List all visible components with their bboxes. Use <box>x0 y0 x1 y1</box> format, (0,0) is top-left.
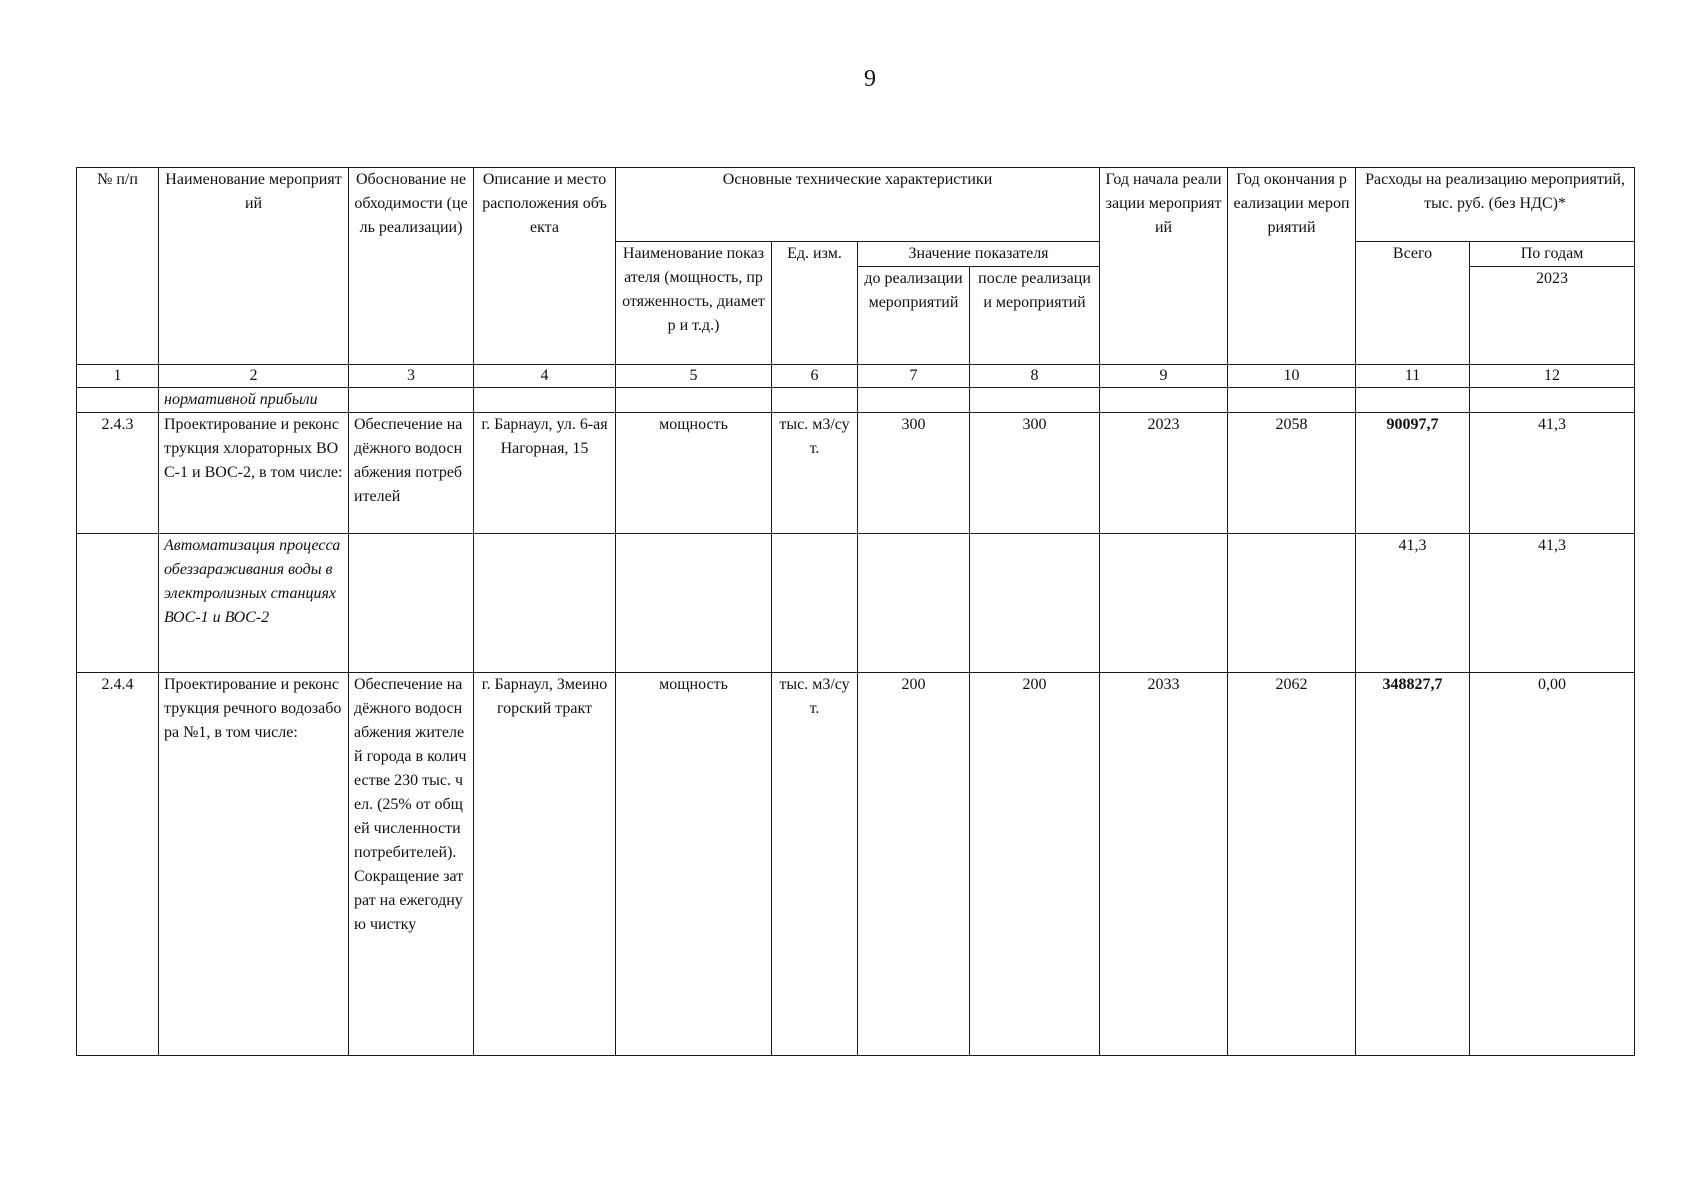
indicator-name: мощность <box>616 413 772 534</box>
start-year <box>1100 534 1228 673</box>
continuation-row <box>77 388 1635 413</box>
unit <box>772 534 858 673</box>
header-indicator-name: Наименование показателя (мощность, протяженность, диаметр и т.д.) <box>616 242 772 365</box>
header-indicator-value: Значение показателя <box>858 242 1100 267</box>
start-year: 2033 <box>1100 673 1228 1056</box>
column-number: 2 <box>159 365 349 388</box>
header-total: Всего <box>1356 242 1470 365</box>
header-year-2023: 2023 <box>1470 267 1635 365</box>
cost-2023: 0,00 <box>1470 673 1635 1056</box>
row-number: 2.4.4 <box>77 673 159 1056</box>
empty-cell <box>474 388 616 413</box>
header-before: до реализации мероприятий <box>858 267 970 365</box>
column-number: 7 <box>858 365 970 388</box>
table-row <box>77 413 1635 534</box>
header-start-year: Год начала реализации мероприятий <box>1100 168 1228 365</box>
cost-total: 41,3 <box>1356 534 1470 673</box>
column-number: 8 <box>970 365 1100 388</box>
page-number: 9 <box>864 66 876 92</box>
empty-cell <box>616 388 772 413</box>
header-no: № п/п <box>77 168 159 365</box>
unit: тыс. м3/сут. <box>772 413 858 534</box>
value-after: 300 <box>970 413 1100 534</box>
column-number: 5 <box>616 365 772 388</box>
value-before <box>858 534 970 673</box>
end-year: 2058 <box>1228 413 1356 534</box>
header-unit: Ед. изм. <box>772 242 858 365</box>
end-year: 2062 <box>1228 673 1356 1056</box>
column-number: 3 <box>349 365 474 388</box>
cost-2023: 41,3 <box>1470 534 1635 673</box>
location: г. Барнаул, Змеиногорский тракт <box>474 673 616 1056</box>
justification: Обеспечение надёжного водоснабжения потребителей <box>349 413 474 534</box>
end-year <box>1228 534 1356 673</box>
location <box>474 534 616 673</box>
empty-cell <box>1356 388 1470 413</box>
indicator-name <box>616 534 772 673</box>
empty-cell <box>349 388 474 413</box>
justification <box>349 534 474 673</box>
empty-cell <box>1228 388 1356 413</box>
header-tech: Основные технические характеристики <box>616 168 1100 242</box>
empty-cell <box>858 388 970 413</box>
value-before: 300 <box>858 413 970 534</box>
justification: Обеспечение надёжного водоснабжения жителей города в количестве 230 тыс. чел. (25% от общей численности потребителей). Сокращение затрат на ежегодную чистку <box>349 673 474 1056</box>
value-before: 200 <box>858 673 970 1056</box>
header-after: после реализации мероприятий <box>970 267 1100 365</box>
continuation-text: нормативной прибыли <box>159 388 349 413</box>
measure-name: Проектирование и реконструкция речного водозабора №1, в том числе: <box>159 673 349 1056</box>
measure-name: Автоматизация процесса обеззараживания воды в электролизных станциях ВОС-1 и ВОС-2 <box>159 534 349 673</box>
value-after: 200 <box>970 673 1100 1056</box>
cost-total: 90097,7 <box>1356 413 1470 534</box>
empty-cell <box>1470 388 1635 413</box>
start-year: 2023 <box>1100 413 1228 534</box>
unit: тыс. м3/сут. <box>772 673 858 1056</box>
column-number: 12 <box>1470 365 1635 388</box>
empty-cell <box>1100 388 1228 413</box>
empty-cell <box>772 388 858 413</box>
location: г. Барнаул, ул. 6-ая Нагорная, 15 <box>474 413 616 534</box>
investment-program-table <box>76 167 1635 1056</box>
row-number <box>77 534 159 673</box>
column-number: 6 <box>772 365 858 388</box>
table-row <box>77 534 1635 673</box>
table-row <box>77 673 1635 1056</box>
value-after <box>970 534 1100 673</box>
header-by-years: По годам <box>1470 242 1635 267</box>
header-costs: Расходы на реализацию мероприятий, тыс. руб. (без НДС)* <box>1356 168 1635 242</box>
header-name: Наименование мероприятий <box>159 168 349 365</box>
column-number-row <box>77 365 1635 388</box>
row-number: 2.4.3 <box>77 413 159 534</box>
empty-cell <box>970 388 1100 413</box>
header-justification: Обоснование необходимости (цель реализации) <box>349 168 474 365</box>
indicator-name: мощность <box>616 673 772 1056</box>
header-description: Описание и место расположения объекта <box>474 168 616 365</box>
column-number: 4 <box>474 365 616 388</box>
cost-total: 348827,7 <box>1356 673 1470 1056</box>
column-number: 9 <box>1100 365 1228 388</box>
empty-cell <box>77 388 159 413</box>
header-row-top <box>77 168 1635 242</box>
column-number: 11 <box>1356 365 1470 388</box>
column-number: 1 <box>77 365 159 388</box>
cost-2023: 41,3 <box>1470 413 1635 534</box>
column-number: 10 <box>1228 365 1356 388</box>
header-end-year: Год окончания реализации мероприятий <box>1228 168 1356 365</box>
measure-name: Проектирование и реконструкция хлораторных ВОС-1 и ВОС-2, в том числе: <box>159 413 349 534</box>
